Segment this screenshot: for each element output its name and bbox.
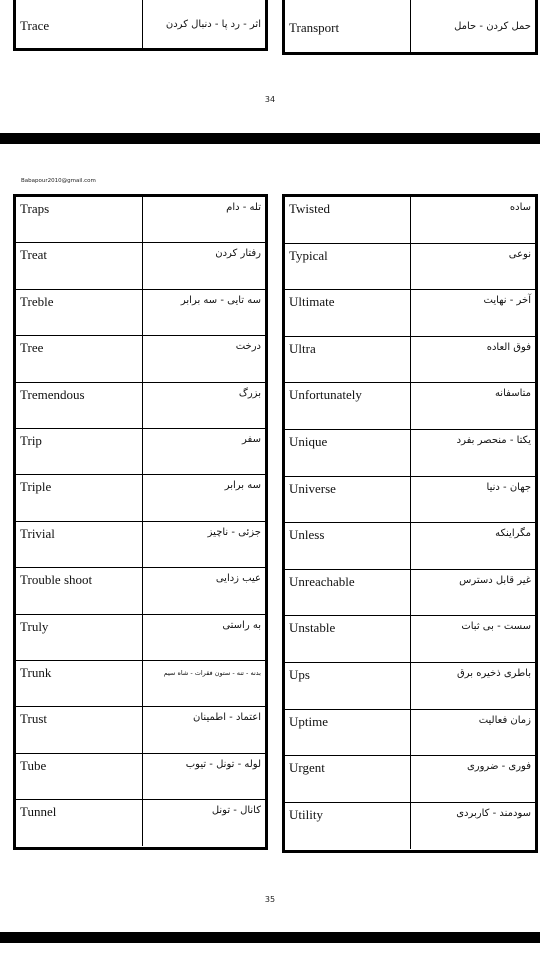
english-word: Twisted — [285, 197, 411, 243]
english-word: Trunk — [16, 661, 143, 706]
persian-meaning: متاسفانه — [494, 388, 531, 400]
table-row — [285, 197, 535, 244]
table-row — [16, 197, 265, 243]
persian-meaning: حمل کردن - حامل — [454, 21, 531, 32]
english-word: Uptime — [285, 710, 411, 756]
english-word: Tremendous — [16, 383, 143, 428]
table-row — [16, 661, 265, 707]
english-word: Universe — [285, 477, 411, 523]
persian-meaning: اثر - رد پا - دنبال کردن — [165, 19, 261, 30]
table-row — [285, 290, 535, 337]
persian-meaning: آخر - نهایت — [483, 295, 531, 307]
persian-meaning: اعتماد - اطمینان — [193, 712, 261, 724]
persian-meaning: بدنه - تنه - ستون فقرات - شاه سیم — [163, 668, 261, 677]
english-word: Tube — [16, 754, 143, 799]
table-row — [285, 523, 535, 570]
table-row — [285, 663, 535, 710]
author-email: Babapour2010@gmail.com — [21, 178, 96, 184]
english-word: Unique — [285, 430, 411, 476]
persian-meaning: مگراینکه — [495, 528, 531, 540]
english-word: Ultimate — [285, 290, 411, 336]
english-word: Transport — [285, 0, 411, 52]
table-row — [285, 430, 535, 477]
persian-meaning: سودمند - کاربردی — [456, 807, 531, 819]
english-word: Traps — [16, 197, 143, 242]
top-left-table — [13, 0, 268, 51]
table-row — [16, 336, 265, 382]
persian-meaning: یکتا - منحصر بفرد — [456, 434, 531, 446]
vocabulary-table-right — [282, 194, 538, 853]
english-word: Trace — [16, 0, 143, 48]
persian-meaning: عیب زدایی — [215, 573, 261, 585]
english-word: Trust — [16, 707, 143, 752]
table-row — [16, 290, 265, 336]
persian-meaning: فوق العاده — [486, 341, 531, 353]
persian-meaning: جهان - دنیا — [486, 481, 531, 493]
page-separator — [0, 133, 540, 144]
persian-meaning: باطری ذخیره برق — [457, 667, 531, 679]
english-word: Trouble shoot — [16, 568, 143, 613]
english-word: Typical — [285, 244, 411, 290]
top-right-table — [282, 0, 538, 55]
persian-meaning: جزئی - ناچیز — [207, 526, 261, 538]
table-row — [16, 707, 265, 753]
english-word: Ultra — [285, 337, 411, 383]
english-word: Utility — [285, 803, 411, 850]
table-row — [16, 383, 265, 429]
table-row — [16, 568, 265, 614]
english-word: Trip — [16, 429, 143, 474]
persian-meaning: فوری - ضروری — [466, 761, 531, 773]
persian-meaning: نوعی — [508, 248, 531, 260]
persian-meaning: سه برابر — [224, 480, 261, 492]
page-number: 35 — [264, 895, 276, 904]
table-row — [16, 800, 265, 846]
table-row — [16, 615, 265, 661]
english-word: Tree — [16, 336, 143, 381]
table-row — [285, 244, 535, 291]
table-row — [285, 710, 535, 757]
persian-meaning: تله - دام — [226, 202, 261, 213]
persian-meaning: بزرگ — [238, 387, 261, 399]
english-word: Treat — [16, 243, 143, 288]
page-separator — [0, 932, 540, 943]
table-row — [285, 477, 535, 524]
persian-meaning: سه تایی - سه برابر — [180, 294, 261, 306]
table-row — [285, 756, 535, 803]
table-row — [285, 803, 535, 850]
table-row — [285, 383, 535, 430]
english-word: Unstable — [285, 616, 411, 662]
persian-meaning: زمان فعالیت — [478, 714, 531, 726]
persian-meaning: سست - بی ثبات — [461, 621, 531, 633]
table-row — [16, 0, 265, 48]
table-row — [285, 570, 535, 617]
table-row — [16, 522, 265, 568]
persian-meaning: رفتار کردن — [215, 248, 261, 260]
page-number: 34 — [264, 95, 276, 104]
persian-meaning: ساده — [509, 202, 531, 213]
table-row — [16, 243, 265, 289]
table-row — [285, 616, 535, 663]
english-word: Unreachable — [285, 570, 411, 616]
table-row — [285, 0, 535, 52]
table-row — [16, 754, 265, 800]
english-word: Truly — [16, 615, 143, 660]
vocabulary-table-left — [13, 194, 268, 850]
persian-meaning: کانال - تونل — [211, 805, 261, 817]
english-word: Treble — [16, 290, 143, 335]
table-row — [16, 429, 265, 475]
english-word: Trivial — [16, 522, 143, 567]
english-word: Triple — [16, 475, 143, 520]
persian-meaning: به راستی — [222, 619, 261, 631]
english-word: Unless — [285, 523, 411, 569]
persian-meaning: غیر قابل دسترس — [459, 574, 531, 586]
english-word: Tunnel — [16, 800, 143, 846]
table-row — [16, 475, 265, 521]
english-word: Ups — [285, 663, 411, 709]
persian-meaning: درخت — [235, 341, 261, 353]
persian-meaning: لوله - تونل - تیوب — [185, 758, 261, 770]
english-word: Urgent — [285, 756, 411, 802]
english-word: Unfortunately — [285, 383, 411, 429]
persian-meaning: سفر — [242, 433, 261, 445]
table-row — [285, 337, 535, 384]
